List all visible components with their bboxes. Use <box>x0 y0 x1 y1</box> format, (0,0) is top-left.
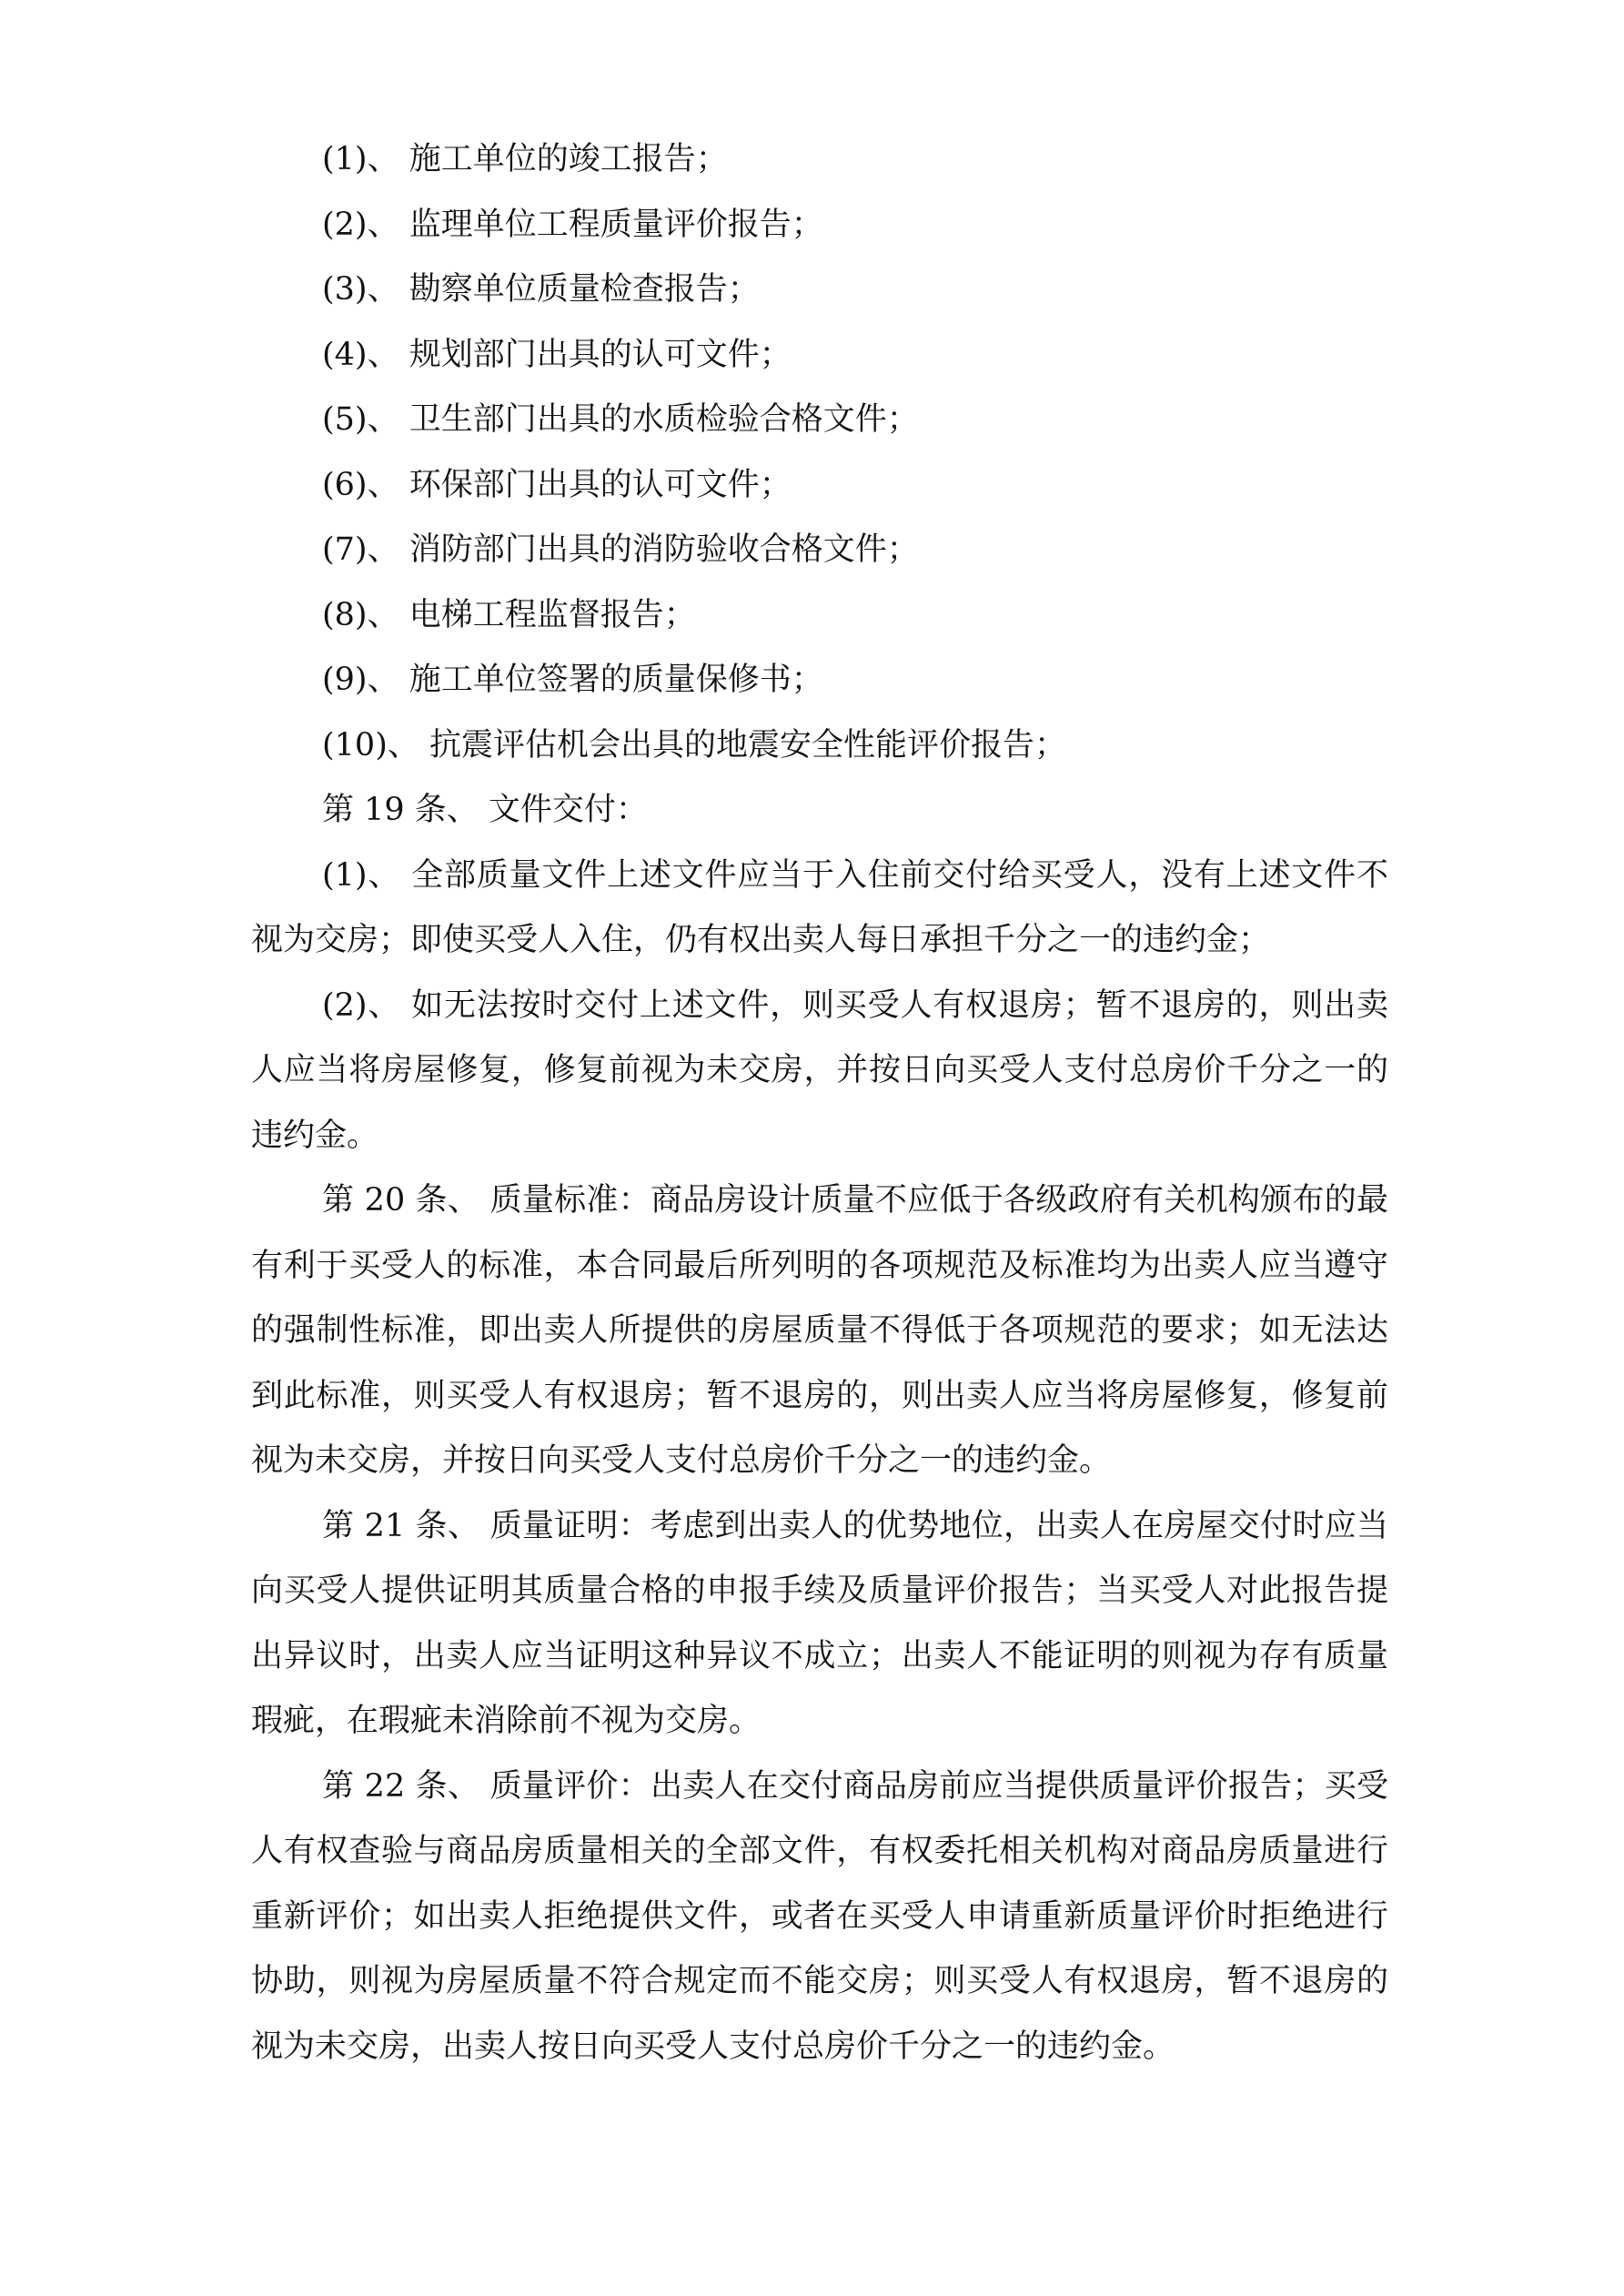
list-item: (3)、 勘察单位质量检查报告； <box>322 271 760 308</box>
list-item: (8)、 电梯工程监督报告； <box>322 596 696 633</box>
list-item: (10)、 抗震评估机会出具的地震安全性能评价报告； <box>322 726 1066 764</box>
article-21: 第 21 条、 质量证明：考虑到出卖人的优势地位，出卖人在房屋交付时应当向买受人提供证明其质量合格的申报手续及质量评价报告；当买受人对此报告提出异议时，出卖人应当证明这种异议不成立；出卖人不能证明的则视为存有质量瑕疵，在瑕疵未消除前不视为交房。 <box>251 1507 1388 1739</box>
list-item: (5)、 卫生部门出具的水质检验合格文件； <box>322 401 919 438</box>
list-item: (4)、 规划部门出具的认可文件； <box>322 336 792 373</box>
article-20: 第 20 条、 质量标准：商品房设计质量不应低于各级政府有关机构颁布的最有利于买受人的标准，本合同最后所列明的各项规范及标准均为出卖人应当遵守的强制性标准，即出卖人所提供的房屋质量不得低于各项规范的要求；如无法达到此标准，则买受人有权退房；暂不退房的，则出卖人应当将房屋修复，修复前视为未交房，并按日向买受人支付总房价千分之一的违约金。 <box>251 1182 1388 1479</box>
list-item: (6)、 环保部门出具的认可文件； <box>322 466 792 503</box>
article-19-clause-2: (2)、 如无法按时交付上述文件，则买受人有权退房；暂不退房的，则出卖人应当将房屋修复，修复前视为未交房，并按日向买受人支付总房价千分之一的违约金。 <box>251 986 1388 1154</box>
list-item: (9)、 施工单位签署的质量保修书； <box>322 662 823 698</box>
document-page <box>251 127 1388 2079</box>
article-19-heading: 第 19 条、 文件交付： <box>322 792 648 828</box>
list-item: (7)、 消防部门出具的消防验收合格文件； <box>322 531 919 568</box>
article-19-clause-1: (1)、 全部质量文件上述文件应当于入住前交付给买受人，没有上述文件不视为交房；即使买受人入住，仍有权出卖人每日承担千分之一的违约金； <box>251 856 1388 958</box>
list-item: (2)、 监理单位工程质量评价报告； <box>322 206 823 243</box>
article-22: 第 22 条、 质量评价：出卖人在交付商品房前应当提供质量评价报告；买受人有权查验与商品房质量相关的全部文件，有权委托相关机构对商品房质量进行重新评价；如出卖人拒绝提供文件，或者在买受人申请重新质量评价时拒绝进行协助，则视为房屋质量不符合规定而不能交房；则买受人有权退房，暂不退房的视为未交房，出卖人按日向买受人支付总房价千分之一的违约金。 <box>251 1767 1388 2065</box>
list-item: (1)、 施工单位的竣工报告； <box>322 141 728 177</box>
